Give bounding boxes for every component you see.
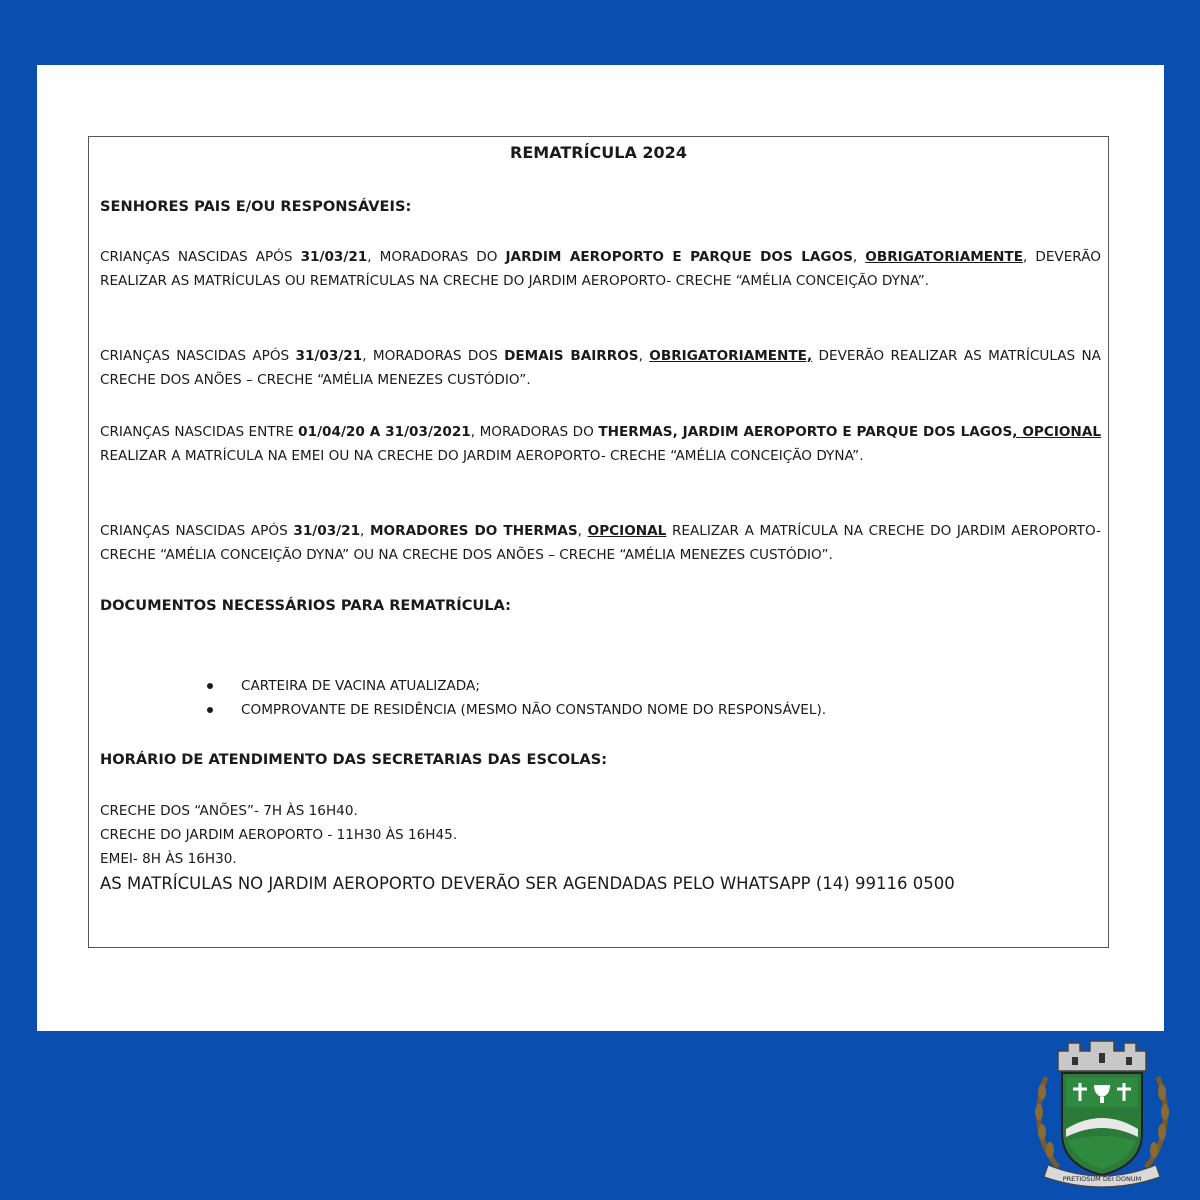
documents-heading: DOCUMENTOS NECESSÁRIOS PARA REMATRÍCULA: — [100, 597, 511, 614]
municipal-crest-icon — [1028, 1037, 1176, 1187]
hours-line: CRECHE DOS “ANÕES”- 7H ÀS 16H40. — [100, 803, 358, 819]
whatsapp-note: AS MATRÍCULAS NO JARDIM AEROPORTO DEVERÃO SER AGENDADAS PELO WHATSAPP (14) 99116 0500 — [100, 874, 955, 893]
document-sheet — [37, 65, 1164, 1031]
list-item: COMPROVANTE DE RESIDÊNCIA (MESMO NÃO CONSTANDO NOME DO RESPONSÁVEL). — [89, 698, 826, 722]
hours-heading: HORÁRIO DE ATENDIMENTO DAS SECRETARIAS DAS ESCOLAS: — [100, 751, 608, 768]
list-item: CARTEIRA DE VACINA ATUALIZADA; — [89, 674, 826, 698]
notice-box — [88, 136, 1109, 948]
paragraph-2: CRIANÇAS NASCIDAS APÓS 31/03/21, MORADORAS DOS DEMAIS BAIRROS, OBRIGATORIAMENTE, DEVERÃO REALIZAR AS MATRÍCULAS NA CRECHE DOS ANÕES – CRECHE “AMÉLIA MENEZES CUSTÓDIO”. — [100, 348, 1101, 388]
crest-motto: PRETIOSUM DEI DONUM — [1062, 1175, 1142, 1183]
notice-title: REMATRÍCULA 2024 — [510, 143, 687, 162]
documents-list — [89, 674, 826, 722]
greeting-heading: SENHORES PAIS E/OU RESPONSÁVEIS: — [100, 198, 412, 215]
paragraph-4: CRIANÇAS NASCIDAS APÓS 31/03/21, MORADORES DO THERMAS, OPCIONAL REALIZAR A MATRÍCULA NA CRECHE DO JARDIM AEROPORTO- CRECHE “AMÉLIA CONCEIÇÃO DYNA” OU NA CRECHE DOS ANÕES – CRECHE “AMÉLIA MENEZES CUSTÓDIO”. — [100, 523, 1101, 563]
paragraph-1: CRIANÇAS NASCIDAS APÓS 31/03/21, MORADORAS DO JARDIM AEROPORTO E PARQUE DOS LAGOS, OBRIGATORIAMENTE, DEVERÃO REALIZAR AS MATRÍCULAS OU REMATRÍCULAS NA CRECHE DO JARDIM AEROPORTO- CRECHE “AMÉLIA CONCEIÇÃO DYNA”. — [100, 249, 1101, 289]
paragraph-3: CRIANÇAS NASCIDAS ENTRE 01/04/20 A 31/03/2021, MORADORAS DO THERMAS, JARDIM AEROPORTO E PARQUE DOS LAGOS, OPCIONAL REALIZAR A MATRÍCULA NA EMEI OU NA CRECHE DO JARDIM AEROPORTO- CRECHE “AMÉLIA CONCEIÇÃO DYNA”. — [100, 424, 1101, 464]
hours-line: CRECHE DO JARDIM AEROPORTO - 11H30 ÀS 16H45. — [100, 827, 458, 843]
hours-line: EMEI- 8H ÀS 16H30. — [100, 851, 237, 867]
